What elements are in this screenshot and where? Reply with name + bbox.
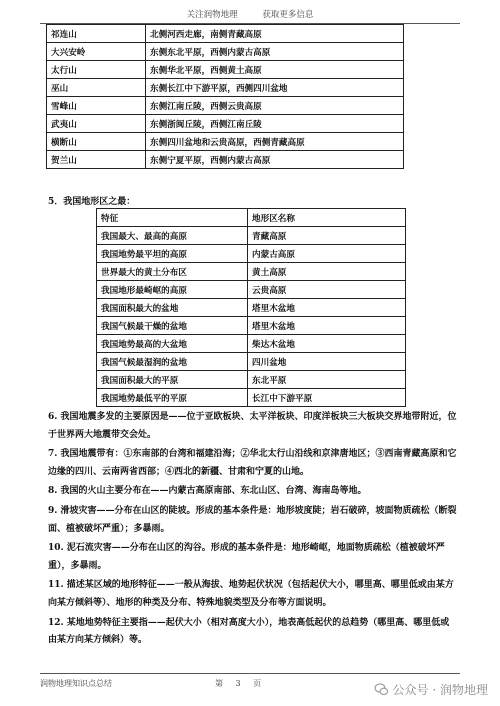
page-number: 第 3 页	[215, 679, 262, 688]
cell-label: 大兴安岭	[47, 43, 146, 61]
table-row	[97, 371, 406, 389]
watermark-text: 公众号 · 润物地理	[392, 683, 488, 697]
paragraph: 6. 我国地震多发的主要原因是——位于亚欧板块、太平洋板块、印度洋板块三大板块交界地带附近，位于世界两大地震带交会处。	[48, 412, 457, 440]
table-row	[47, 25, 404, 43]
page-header	[40, 8, 460, 24]
paragraph: 7. 我国地震带有：①东南部的台湾和福建沿海；②华北太行山沿线和京津唐地区；③西南青藏高原和它边缘的四川、云南两省西部；④西北的新疆、甘肃和宁夏的山地。	[48, 449, 457, 477]
cell-label: 横断山	[47, 133, 146, 151]
paragraph: 9. 滑坡灾害——分布在山区的陡坡。形成的基本条件是：地形坡度陡；岩石破碎，坡面物质疏松（断裂面、植被破坏严重）；多暴雨。	[48, 505, 457, 534]
cell-label: 我国地势最平坦的高原	[97, 245, 248, 263]
table-row	[97, 389, 406, 407]
table-row	[97, 335, 406, 353]
cell-value: 东侧东北平原，西侧内蒙古高原	[146, 43, 404, 61]
cell-value: 长江中下游平原	[248, 389, 406, 407]
header-right: 获取更多信息	[262, 10, 314, 20]
footer-title: 润物地理知识点总结	[40, 679, 112, 688]
paragraph: 10. 泥石流灾害——分布在山区的沟谷。形成的基本条件是：地形崎岖，地面物质疏松（植被破坏严重），多暴雨。	[48, 543, 445, 571]
table-row	[97, 317, 406, 335]
cell-value: 东侧江南丘陵，西侧云贵高原	[146, 97, 404, 115]
cell-value: 东侧四川盆地和云贵高原，西侧青藏高原	[146, 133, 404, 151]
cell-label: 我国面积最大的盆地	[97, 299, 248, 317]
cell-value: 塔里木盆地	[248, 317, 406, 335]
table-row	[47, 79, 404, 97]
cell-label: 祁连山	[47, 25, 146, 43]
cell-label: 我国地形最崎岖的高原	[97, 281, 248, 299]
cell-label: 我国气候最湿润的盆地	[97, 353, 248, 371]
cell-value: 东侧华北平原，西侧黄土高原	[146, 61, 404, 79]
cell-label: 我国地势最高的大盆地	[97, 335, 248, 353]
table-row	[47, 133, 404, 151]
header-cell-name: 地形区名称	[248, 209, 406, 227]
body-text	[48, 409, 458, 652]
cell-label: 我国地势最低平的平原	[97, 389, 248, 407]
section-5-title: 5．我国地形区之最：	[48, 197, 136, 207]
cell-label: 我国最大、最高的高原	[97, 227, 248, 245]
cell-value: 塔里木盆地	[248, 299, 406, 317]
cell-label: 太行山	[47, 61, 146, 79]
cell-value: 东北平原	[248, 371, 406, 389]
cell-value: 云贵高原	[248, 281, 406, 299]
cell-value: 北侧河西走廊，南侧青藏高原	[146, 25, 404, 43]
table-row	[97, 353, 406, 371]
cell-value: 内蒙古高原	[248, 245, 406, 263]
cell-value: 东侧宁夏平原，西侧内蒙古高原	[146, 151, 404, 169]
mountains-table	[46, 24, 404, 169]
cell-label: 我国气候最干燥的盆地	[97, 317, 248, 335]
cell-label: 雪峰山	[47, 97, 146, 115]
cell-label: 贺兰山	[47, 151, 146, 169]
table-row	[47, 151, 404, 169]
cell-value: 柴达木盆地	[248, 335, 406, 353]
cell-label: 世界最大的黄土分布区	[97, 263, 248, 281]
table-row	[47, 43, 404, 61]
cell-value: 青藏高原	[248, 227, 406, 245]
table-header-row	[97, 209, 406, 227]
wechat-icon	[374, 682, 389, 697]
table-row	[97, 245, 406, 263]
cell-value: 黄土高原	[248, 263, 406, 281]
cell-value: 四川盆地	[248, 353, 406, 371]
table-row	[47, 97, 404, 115]
paragraph: 8. 我国的火山主要分布在——内蒙古高原南部、东北山区、台湾、海南岛等地。	[48, 486, 367, 497]
table-row	[97, 299, 406, 317]
table-row	[97, 227, 406, 245]
cell-label: 武夷山	[47, 115, 146, 133]
cell-label: 巫山	[47, 79, 146, 97]
table-row	[47, 115, 404, 133]
cell-label: 我国面积最大的平原	[97, 371, 248, 389]
header-cell-feature: 特征	[97, 209, 248, 227]
paragraph: 12. 某地地势特征主要指——起伏大小（相对高度大小），地表高低起伏的总趋势（哪里高、哪里低或由某方向某方倾斜）等。	[48, 617, 450, 646]
cell-value: 东侧长江中下游平原，西侧四川盆地	[146, 79, 404, 97]
table-row	[97, 263, 406, 281]
table-row	[47, 61, 404, 79]
header-left: 关注润物地理	[186, 10, 238, 20]
paragraph: 11. 描述某区域的地形特征——一般从海拔、地势起伏状况（包括起伏大小，哪里高、哪里低或由某方向某方倾斜等）、地形的种类及分布、特殊地貌类型及分布等方面说明。	[48, 580, 454, 608]
table-row	[97, 281, 406, 299]
landform-superlatives-table	[96, 208, 406, 407]
cell-value: 东侧浙闽丘陵，西侧江南丘陵	[146, 115, 404, 133]
watermark	[374, 681, 488, 698]
